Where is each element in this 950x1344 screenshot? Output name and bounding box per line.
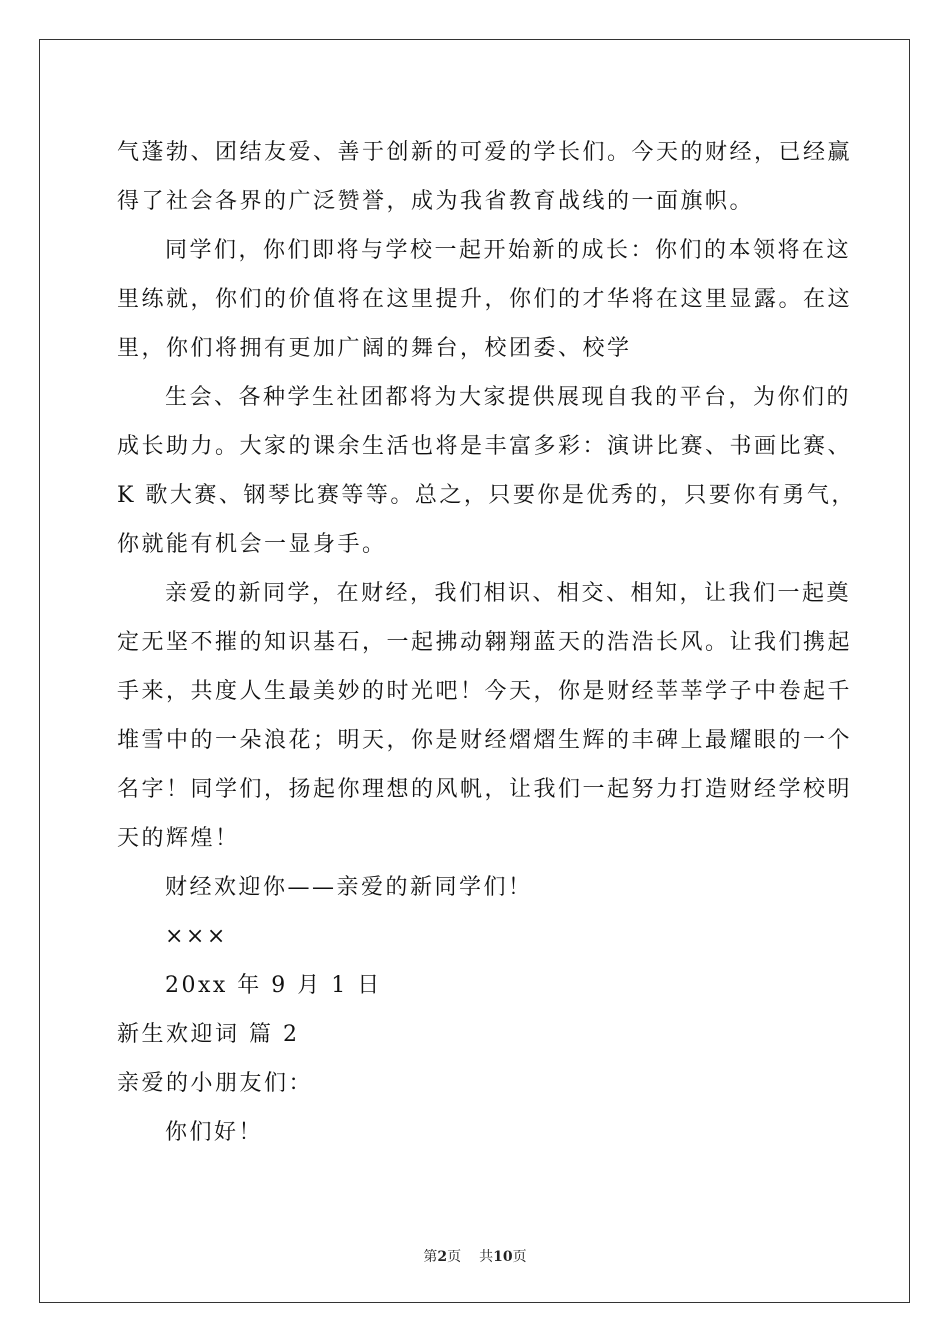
text-line: 定无坚不摧的知识基石，一起拂动翱翔蓝天的浩浩长风。让我们携起 — [117, 630, 853, 655]
page-total: 10 — [493, 1249, 513, 1265]
text-line: 堆雪中的一朵浪花；明天，你是财经熠熠生辉的丰碑上最耀眼的一个 — [117, 728, 853, 753]
text-line: 里，你们将拥有更加广阔的舞台，校团委、校学 — [117, 336, 632, 361]
page-suffix: 页 — [447, 1249, 462, 1265]
text-line: 得了社会各界的广泛赞誉，成为我省教育战线的一面旗帜。 — [117, 189, 755, 214]
text-line: 亲爱的小朋友们： — [117, 1071, 314, 1096]
text-line: 新生欢迎词 篇 2 — [117, 1022, 300, 1047]
text-line: 20xx 年 9 月 1 日 — [165, 973, 382, 998]
text-line: 财经欢迎你——亲爱的新同学们！ — [165, 875, 533, 900]
text-line: 天的辉煌！ — [117, 826, 240, 851]
text-line: K 歌大赛、钢琴比赛等等。总之，只要你是优秀的，只要你有勇气， — [117, 483, 856, 508]
page-current: 2 — [437, 1249, 448, 1265]
text-line: 里练就，你们的价值将在这里提升，你们的才华将在这里显露。在这 — [117, 287, 853, 312]
text-line: 亲爱的新同学，在财经，我们相识、相交、相知，让我们一起奠 — [165, 581, 852, 606]
total-prefix: 共 — [479, 1249, 494, 1265]
text-line: 手来，共度人生最美妙的时光吧！今天，你是财经莘莘学子中卷起千 — [117, 679, 853, 704]
text-line: 同学们，你们即将与学校一起开始新的成长：你们的本领将在这 — [165, 238, 852, 263]
text-line: ××× — [165, 924, 228, 949]
text-line: 气蓬勃、团结友爱、善于创新的可爱的学长们。今天的财经，已经赢 — [117, 140, 853, 165]
text-line: 名字！同学们，扬起你理想的风帆，让我们一起努力打造财经学校明 — [117, 777, 853, 802]
text-line: 你就能有机会一显身手。 — [117, 532, 387, 557]
text-line: 生会、各种学生社团都将为大家提供展现自我的平台，为你们的 — [165, 385, 852, 410]
page-footer — [0, 1246, 950, 1266]
total-suffix: 页 — [512, 1249, 527, 1265]
document-body — [117, 128, 856, 1157]
text-line: 成长助力。大家的课余生活也将是丰富多彩：演讲比赛、书画比赛、 — [117, 434, 853, 459]
text-line: 你们好！ — [165, 1120, 264, 1145]
page-prefix: 第 — [423, 1249, 438, 1265]
